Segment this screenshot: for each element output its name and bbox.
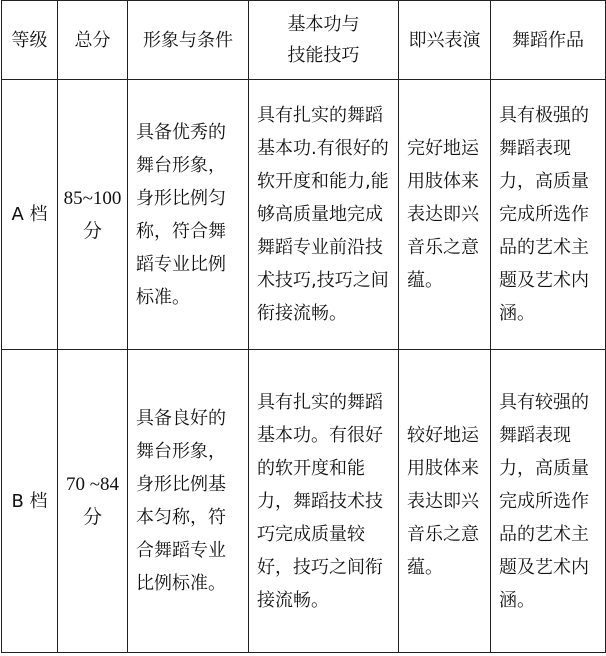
header-image-conditions: 形象与条件 [128,1,249,80]
scoring-table [1,0,606,653]
image-conditions-cell [128,80,249,350]
dance-works-text: 具有较强的舞蹈表现力，高质量完成所选作品的艺术主题及艺术内涵。 [499,391,589,611]
header-score: 总分 [58,1,128,80]
improvisation-cell [399,80,491,350]
improvisation-text: 完好地运用肢体来表达即兴音乐之意蕴。 [407,138,479,291]
improvisation-text: 较好地运用肢体来表达即兴音乐之意蕴。 [407,424,479,578]
header-row [2,1,606,80]
header-basic-skills: 基本功与 技能技巧 [249,1,399,80]
score-cell: 85~100 分 [58,80,128,350]
header-improvisation: 即兴表演 [399,1,491,80]
basic-skills-text: 具有扎实的舞蹈基本功.有很好的软开度和能力,能够高质量地完成舞蹈专业前沿技术技巧,技巧之间衔接流畅。 [257,105,389,324]
table-row [2,80,606,350]
dance-works-cell [491,80,606,350]
basic-skills-cell [249,80,399,350]
header-dance-works: 舞蹈作品 [491,1,606,80]
image-conditions-text: 具备良好的舞台形象，身形比例基本匀称，符合舞蹈专业比例标准。 [136,408,226,594]
basic-skills-text: 具有扎实的舞蹈基本功。有很好的软开度和能力，舞蹈技术技巧完成质量较好，技巧之间衔接流畅。 [257,391,383,611]
dance-works-text: 具有极强的舞蹈表现力，高质量完成所选作品的艺术主题及艺术内涵。 [499,105,589,324]
dance-works-cell [491,350,606,653]
improvisation-cell [399,350,491,653]
level-cell: A 档 [2,80,58,350]
basic-skills-cell [249,350,399,653]
score-cell: 70 ~84 分 [58,350,128,653]
image-conditions-text: 具备优秀的舞台形象，身形比例匀称，符合舞蹈专业比例标准。 [136,121,226,308]
table-row [2,350,606,653]
level-cell: B 档 [2,350,58,653]
header-level: 等级 [2,1,58,80]
image-conditions-cell [128,350,249,653]
